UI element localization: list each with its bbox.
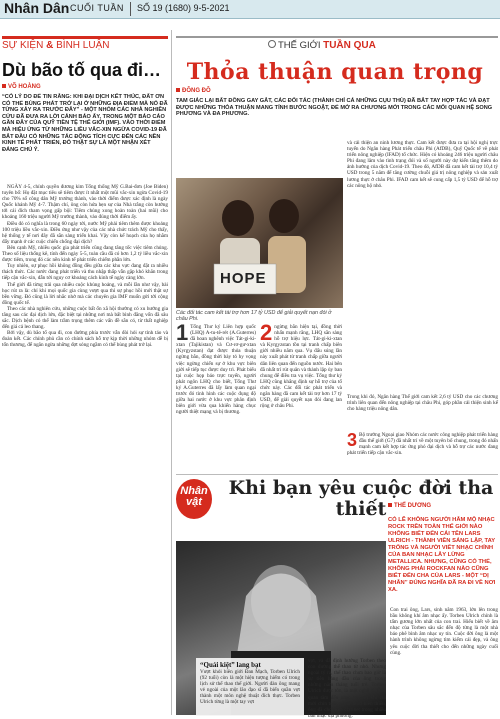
left-byline-text: VÕ HOÀNG (8, 84, 41, 90)
issue-number: SỐ 19 (1680) 9-5-2021 (137, 3, 230, 13)
left-paragraph: Theo các nhà nghiên cứu, những cuộc bất ổn xã hội thường có xu hướng gia tăng sau các đại dịch lớn, đặc biệt tại những nơi mà bất bình đẳng vốn đã sâu sắc. Dịch bệnh có thể làm trầm trọng thêm các vấn đề sẵn có, từ thất nghiệp đến giá cả leo thang. (2, 305, 168, 331)
byline-marker-icon (2, 84, 6, 88)
item-number-2: 2 (260, 320, 273, 345)
section-left-part-a: SỰ KIỆN (2, 40, 44, 51)
masthead-divider (130, 2, 131, 16)
right-col-2-text: ngừng bắn hiện tại, đồng thời nhấn mạnh rằng, LHQ sẵn sàng hỗ trợ hiệu lực. Tát-gi-ki-xtan và Kyrgyzstan tồn tại tranh chấp biên giới nhiều năm qua. Vụ đấu súng lần này xuất phát từ tranh chấp giữa người dân liên quan đến nguồn nước. Hai bên đã nhất trí rút quân và thành lập ủy ban chung để điều tra vụ việc. Tổng thư ký LHQ cũng khẳng định sự hỗ trợ của tổ chức này. Các đối tác phát triển và ngân hàng đã cam kết tài trợ hơn 17 tỷ USD, để giải quyết nạn đói đang lan rộng ở châu Phi. (260, 324, 342, 410)
bottom-col-2: Con trai ông, Lars, sinh năm 1963, lớn lên trong bầu không khí âm nhạc ấy. Torben Ulrich chính là tấm gương lớn nhất của con trai. Hiếu biết về âm nhạc của Torben sâu sắc đến độ từng là một nhà báo phê bình âm nhạc uy tín. Cuộc đời ông là một hành trình không ngừng tìm kiếm cái đẹp, và ông yêu cuộc đời tha thiết cho đến những ngày cuối cùng. (390, 607, 498, 656)
sidebar-title: “Quái kiệt” lang bạt (200, 661, 261, 669)
byline-marker-icon (176, 88, 180, 92)
section-right-part-a: THẾ GIỚI (278, 40, 321, 51)
section-title-left (2, 40, 109, 51)
left-paragraph: Điều đó có nghĩa là trong 60 ngày tới, nước Mỹ phải tiêm thêm được khoảng 100 triệu liều vắc-xin. Điều ứng như vậy của các nhà chức trách Mỹ cho thấy, hệ thống y tế nơi đây đã sẵn sàng triển khai. Vậy còn kế hoạch của họ nhằm đẩy mạnh ở các cuộc chiến chống đại dịch? (2, 220, 168, 245)
children-photo-art (176, 178, 343, 308)
section-title-right (278, 40, 376, 51)
globe-icon (268, 40, 276, 48)
right-col-3c-text: Bộ trưởng Ngoại giao Nhóm các nước công nghiệp phát triển hàng đầu thế giới (G7) đã nhất trí về một tuyên bố chung, trong đó nhấn mạnh cam kết hợp tác ứng phó đại dịch và hỗ trợ các nước đang phát triển tiếp cận vắc-xin. (347, 432, 498, 457)
badge-line-2: vật (186, 496, 202, 508)
right-col-3c (347, 432, 498, 472)
section-left-amp: & (46, 40, 54, 51)
right-col-2 (260, 320, 342, 474)
section-bar-right (176, 36, 498, 38)
bottom-byline-text: THẾ DƯƠNG (394, 503, 432, 509)
bottom-lead: CÓ LẼ KHÔNG NGƯỜI HÂM MỘ NHẠC ROCK TRÊN TOÀN THẾ GIỚI NÀO KHÔNG BIẾT ĐẾN CÁI TÊN LARS ULRICH - THÀNH VIÊN SÁNG LẬP, TAY TRỐNG VÀ NGƯỜI VIẾT NHẠC CHÍNH CỦA BAN NHẠC LẪY LỪNG METALLICA. NHƯNG, CŨNG CÓ THỂ, KHÔNG PHẢI ROCKFAN NÀO CŨNG BIẾT ĐẾN CHA CỦA LARS - MỘT “DỊ NHÂN” ĐÚNG NGHĨA ĐÃ RA ĐI VỀ NƠI XA. (388, 517, 496, 593)
right-col-1 (176, 320, 256, 474)
item-number-1: 1 (176, 320, 189, 345)
newspaper-logo: Nhân Dân (4, 0, 70, 16)
section-left-part-b: BÌNH LUẬN (56, 40, 110, 51)
sidebar-text: Vượt khỏi biên giới Đan Mạch, Torben Ulrich (92 tuổi) còn là một hiện tượng hiếm có trong lịch sử thể thao thế giới. Người đàn ông mang vẻ ngoài của một lão đạo sĩ đã biến quần vợt thành một môn nghệ thuật đích thực. Torben Ulrich từng là một tay vợt (200, 669, 300, 706)
right-lead: TAM GIÁC LẠI BẤT ĐỒNG GAY GẮT, CÁC ĐỐI TÁC (THÀNH CHỈ CÁ NHỮNG CỤU THÙ) ĐÃ BẮT TAY HỢP TÁC VÀ ĐẠT ĐƯỢC NHỮNG THỎA THUẬN MANG TÍNH BƯỚC NGOẶT, ĐỂ MỞ RA CHƯƠNG MỚI TRONG CÁC MỐI QUAN HỆ SONG PHƯƠNG VÀ ĐA PHƯƠNG. (176, 98, 493, 118)
right-col-3b: Trong khi đó, Ngân hàng Thế giới cam kết 2,6 tỷ USD cho các chương trình liên quan đến nông nghiệp tại châu Phi, góp phần cải thiện sinh kế cho hàng triệu nông dân. (347, 394, 498, 413)
left-lead: “CÓ LÝ DO ĐỂ TIN RẰNG: KHI ĐẠI DỊCH KẾT THÚC, ĐẤT ƠN CÓ THỂ BÙNG PHÁT TRỞ LẠI Ở NHỮNG ĐỊA ĐIỂM MÀ NÓ ĐÃ TỪNG XẢY RA TRƯỚC ĐÂY” - MỘT NHÓM CÁC NHÀ NGHIÊN CỨU ĐÃ ĐƯA RA LỜI CẢNH BÁO ẤY, TRONG MỘT BÁO CÁO GẦN ĐÂY CỦA QUỸ TIỀN TỆ THẾ GIỚI (IMF). VÀO THỜI ĐIỂM MÀ HIỆU ỨNG TỪ NHỮNG LIỀU VẮC-XIN NGỪA COVID-19 ĐÃ BẮT ĐẦU CÓ NHỮNG TÁC ĐỘNG TÍCH CỰC ĐẾN CÁC NỀN KINH TẾ PHÁT TRIỂN, ĐÓ THẬT SỰ LÀ MỘT NHẬN XÉT ĐÁNG CHÚ Ý. (2, 94, 168, 153)
right-col-3: và cải thiện an ninh lương thực. Cam kết được đưa ra tại hội nghị trực tuyến do Ngân hàng Phát triển châu Phi (AfDB), Quỹ Quốc tế về phát triển nông nghiệp (IFAD) tổ chức. Hiện có khoảng 246 triệu người châu Phi đang lâm vào tình trạng đói và số người này dự kiến tăng thêm do ảnh hưởng của dịch Covid-19. Theo đó, AfDB đã cam kết tài trợ 10,4 tỷ USD trong 5 năm để tăng cường chuỗi giá trị nông nghiệp và sản xuất lương thực ở châu Phi. IFAD cam kết sẽ cung cấp 1,5 tỷ USD để hỗ trợ các nông hộ nhỏ. (347, 140, 498, 189)
photo-caption: Các đối tác cam kết tài trợ hơn 17 tỷ USD để giải quyết nạn đói ở châu Phi. (176, 310, 332, 323)
nhan-vat-badge (176, 479, 212, 519)
right-headline: Thỏa thuận quan trọng (186, 59, 484, 85)
column-divider (171, 30, 172, 715)
left-paragraph: Bên cạnh Mỹ, nhiều quốc gia phát triển cũng đang tăng tốc việc tiêm chủng. Theo số liệu thống kê, tính đến ngày 5-5, toàn cầu đã có hơn 1,2 tỷ liều vắc-xin được tiêm, trong đó các nền kinh tế phát triển chiếm phần lớn. (2, 244, 168, 264)
section-right-part-b: TUẦN QUA (323, 40, 376, 51)
children-photo (176, 178, 343, 308)
left-paragraph: Bởi vậy, dù bão tố qua đi, con đường phía trước vẫn đòi hỏi sự tỉnh táo và đoàn kết. Các chính phủ cần có chính sách hỗ trợ kịp thời những nhóm dễ bị tổn thương, để ngăn ngừa những đợt sóng ngầm có thể bùng phát trở lại. (2, 330, 168, 349)
left-paragraph: NGÀY 4-5, chính quyền đương kim Tổng thống Mỹ G.Bai-đơn (Joe Biden) tuyên bố: Họ đặt mục tiêu sẽ tiêm được ít nhất một mũi vắc-xin ngừa Covid-19 cho 70% số công dân Mỹ trưởng thành, vào thời điểm được xác định là ngày Quốc khánh Mỹ 4-7. Thậm chí, ông còn hứa hẹn sự của Nhà trắng còn hướng tới cái đích tham vọng gấp bội: Tiêm chủng xong hoàn toàn (hai mũi) cho khoảng 160 triệu người Mỹ trưởng thành, vào đúng thời điểm ấy. (2, 184, 168, 221)
item-number-3: 3 (347, 430, 358, 450)
edition-label: CUỐI TUẦN (70, 3, 124, 13)
bottom-col-1: vợt, và đã định hướng Torben theo con đường thể thao từ nhỏ. Nhưng ngoài tỷ ra, thế thao chưa bao giờ là sự tiên hàng đầu của ông trong những năm tháng tuổi trẻ. Torben Ulrich được tôn, là một nghệ sĩ. Ông quan tâm đến nhạc jazz từ khi chỉ mới chín tuổi, và từ thuở niên thiếu, ông đã chơi kèn clarinet trong nhiều ban nhạc địa phương. (308, 658, 386, 719)
left-headline: Dù bão tố qua đi… (2, 60, 161, 80)
right-byline-text: ĐÔNG ĐÔ (182, 88, 211, 94)
byline-marker-icon (388, 503, 392, 507)
sidebar-box (196, 658, 304, 716)
right-col-1-text: Tổng Thư ký Liên hợp quốc (LHQ) A-tu-tê-rét (A.Guterres) đã hoan nghênh việc Tát-gi-ki-xtan (Tajikistan) và Cư-rơ-gư-xtan (Kyrgyzstan) đạt được thỏa thuận ngừng bắn, đồng thời bày tỏ hy vọng việc ngừng chiến sự ở khu vực biên giới sẽ tiếp tục được duy trì. Phát biểu tại cuộc họp báo trực tuyến, người phát ngôn LHQ cho biết, Tổng Thư ký A.Guterres đã lấy làm quan ngại trước đó tình hình các cuộc đụng độ giữa hai nước ở khu vực phân định biên giới vừa qua khiến hàng chục người thiệt mạng và bị thương. (176, 324, 256, 416)
bottom-byline (388, 503, 431, 509)
article-divider (176, 474, 498, 475)
left-byline (2, 84, 41, 90)
left-body (2, 184, 168, 712)
section-bar-left (2, 36, 168, 39)
bottom-headline: Khi bạn yêu cuộc đời tha thiết (228, 477, 494, 520)
hope-sign-text: HOPE (220, 270, 267, 287)
left-paragraph: Thế giới đã từng trải qua nhiều cuộc khủng hoảng, và mỗi lần như vậy, bài học rút ra là: chỉ khi mọi quốc gia cùng vượt qua thì sự phục hồi mới thật sự bền vững. Đó cũng là lời nhắc nhở mà các chuyên gia IMF muốn gửi tới cộng đồng quốc tế. (2, 281, 168, 306)
badge-line-1: Nhân (180, 485, 208, 497)
left-paragraph: Tuy nhiên, sự phục hồi không đồng đều giữa các khu vực đang đặt ra nhiều thách thức. Các nước đang phát triển và thu nhập thấp vẫn gặp khó khăn trong tiếp cận vắc-xin, dẫn tới nguy cơ khoảng cách kinh tế ngày càng lớn. (2, 263, 168, 282)
right-byline (176, 88, 211, 94)
